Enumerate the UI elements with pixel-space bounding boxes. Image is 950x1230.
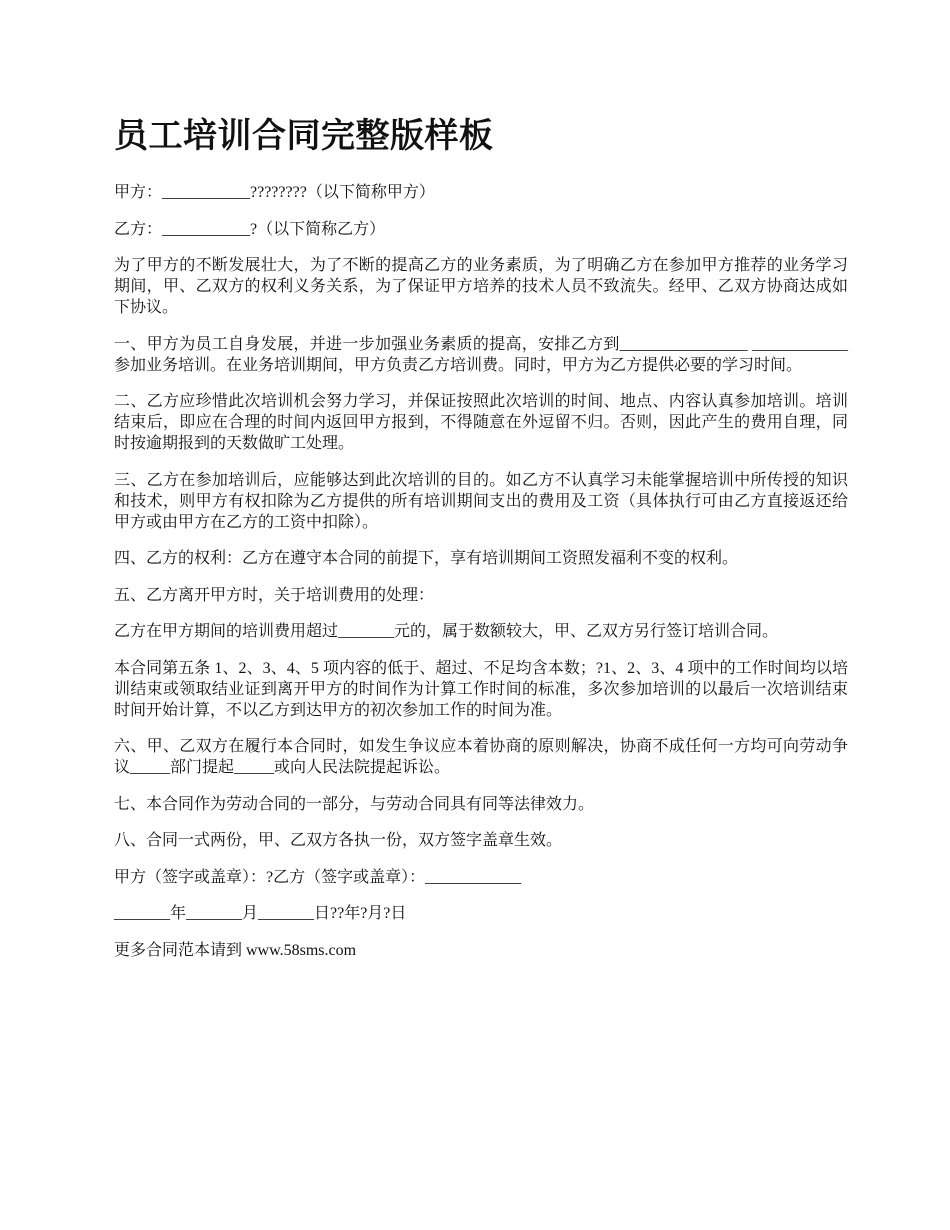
party-a-line: 甲方：___________????????（以下简称甲方） — [114, 184, 435, 201]
footer-link-text: 更多合同范本请到 www.58sms.com — [114, 941, 357, 959]
preamble-paragraph: 为了甲方的不断发展壮大，为了不断的提高乙方的业务素质，为了明确乙方在参加甲方推荐的业务学习期间，甲、乙双方的权利义务关系，为了保证甲方培养的技术人员不致流失。经甲、乙双方协商达成如下协议。 — [114, 257, 848, 316]
clause-4: 四、乙方的权利：乙方在遵守本合同的前提下，享有培训期间工资照发福利不变的权利。 — [114, 550, 739, 567]
clause-6: 六、甲、乙双方在履行本合同时，如发生争议应本着协商的原则解决，协商不成任何一方均可向劳动争议_____部门提起_____或向人民法院提起诉讼。 — [114, 738, 848, 776]
clause-5-note-paragraph: 本合同第五条 1、2、3、4、5 项内容的低于、超过、不足均含本数；?1、2、3、4 项中的工作时间均以培训结束或领取结业证到离开甲方的时间作为计算工作时间的标准，多次参加培训的以最后一次培训结束时间开始计算，不以乙方到达甲方的初次参加工作的时间为准。 — [114, 659, 848, 719]
date-line: _______年_______月_______日??年?月?日 — [114, 905, 407, 922]
clause-2: 二、乙方应珍惜此次培训机会努力学习，并保证按照此次培训的时间、地点、内容认真参加培训。培训结束后，即应在合理的时间内返回甲方报到，不得随意在外逗留不归。否则，因此产生的费用自理，同时按逾期报到的天数做旷工处理。 — [114, 393, 848, 452]
clause-5: 五、乙方离开甲方时，关于培训费用的处理： — [114, 586, 435, 604]
clause-3: 三、乙方在参加培训后，应能够达到此次培训的目的。如乙方不认真学习未能掌握培训中所传授的知识和技术，则甲方有权扣除为乙方提供的所有培训期间支出的费用及工资（具体执行可由乙方直接返还给甲方或由甲方在乙方的工资中扣除）。 — [114, 471, 848, 531]
clause-5-fee-paragraph: 乙方在甲方期间的培训费用超过_______元的，属于数额较大，甲、乙双方另行签订培训合同。 — [114, 623, 779, 640]
clause-7: 七、本合同作为劳动合同的一部分，与劳动合同具有同等法律效力。 — [114, 795, 595, 813]
party-b-line: 乙方：___________?（以下简称乙方） — [114, 220, 386, 238]
document-title: 员工培训合同完整版样板 — [114, 116, 494, 156]
document-page — [114, 112, 848, 976]
clause-8: 八、合同一式两份，甲、乙双方各执一份，双方签字盖章生效。 — [114, 832, 563, 849]
clause-1: 一、甲方为员工自身发展，并进一步加强业务素质的提高，安排乙方到________________ ____________参加业务培训。在业务培训期间，甲方负责乙方培训费。同时，甲方为乙方提供必要的学习时间。 — [114, 335, 848, 374]
signature-line: 甲方（签字或盖章）：?乙方（签字或盖章）：____________ — [114, 868, 522, 886]
